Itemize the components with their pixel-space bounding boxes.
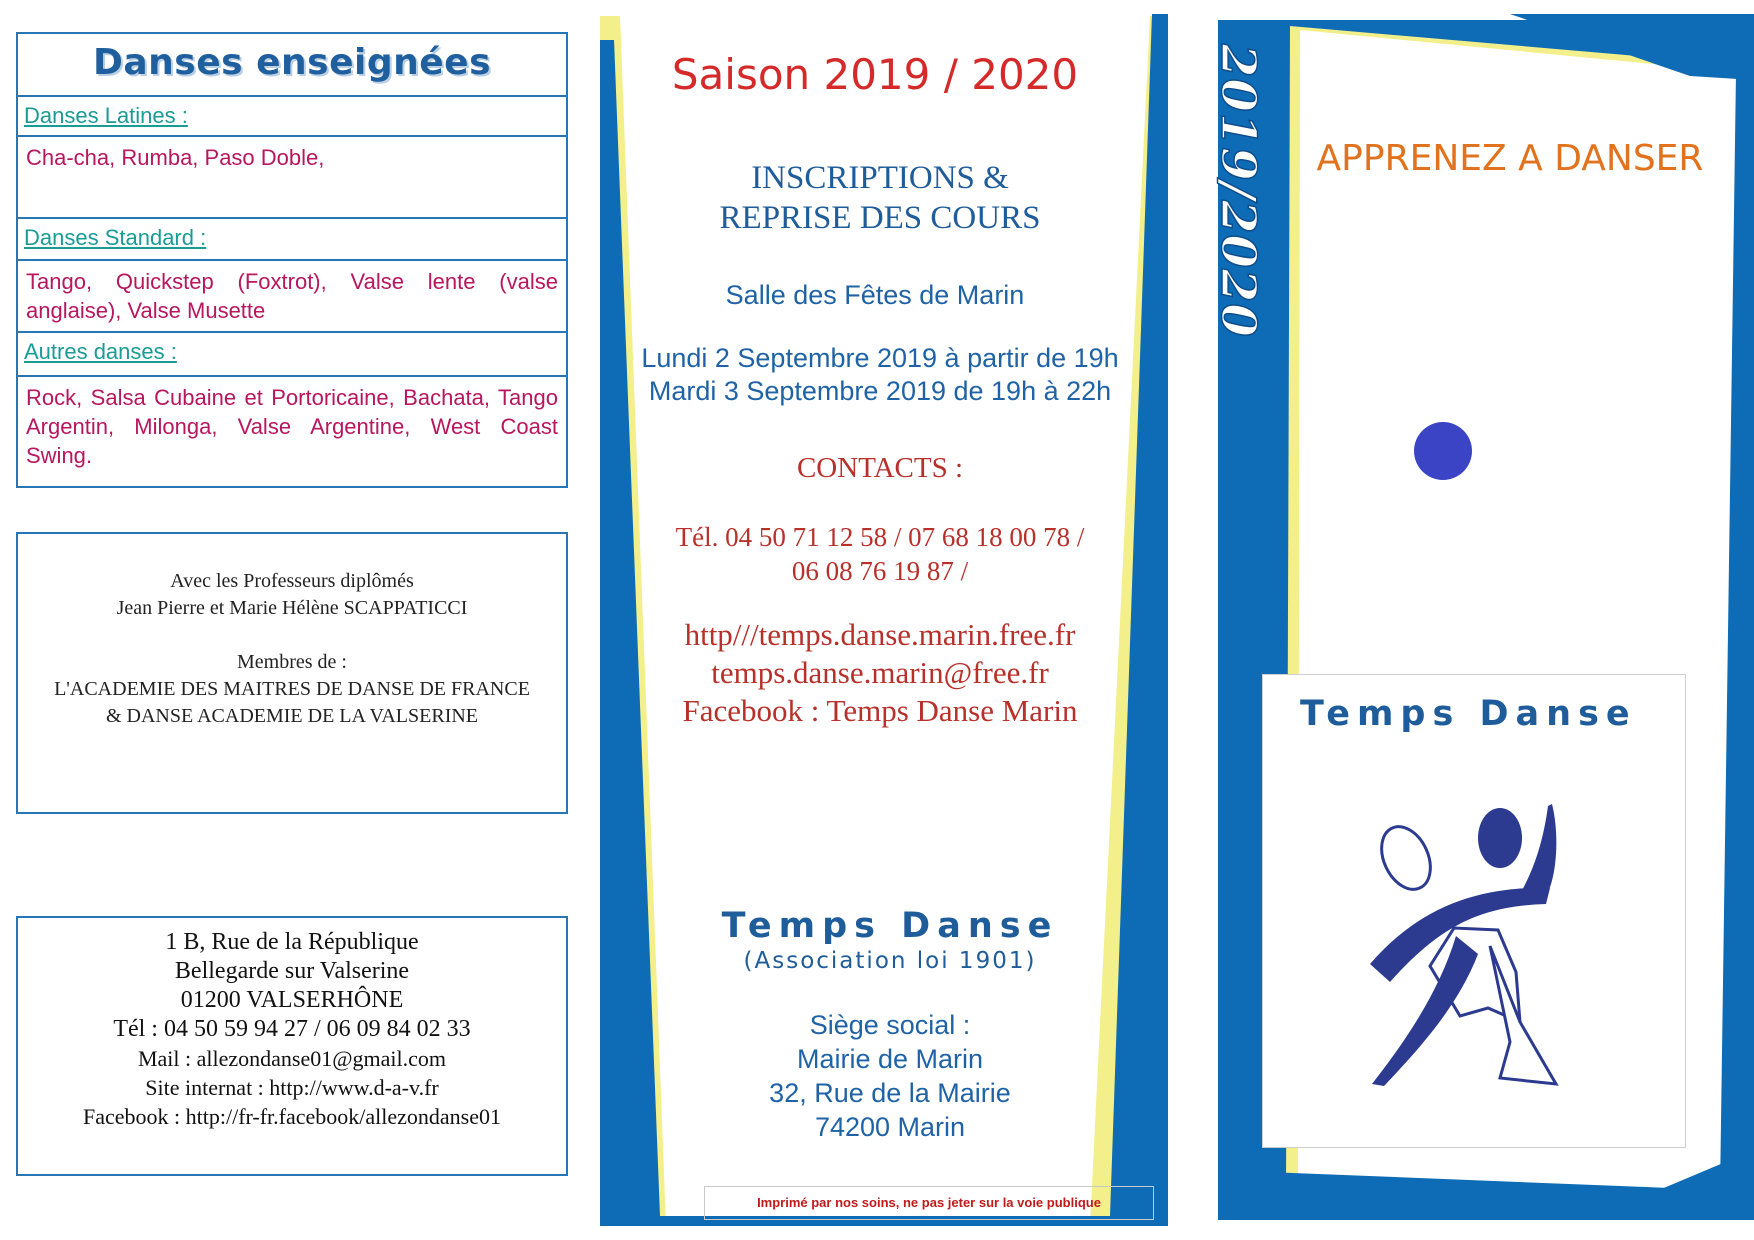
registration-dates xyxy=(600,342,1160,408)
latin-dance-list: Cha-cha, Rumba, Paso Doble, xyxy=(26,145,325,170)
latin-category-row xyxy=(18,97,566,137)
email-link[interactable]: temps.danse.marin@free.fr xyxy=(711,655,1049,690)
head-office-line-1: Mairie de Marin xyxy=(796,1044,984,1074)
cover-tagline: APPRENEZ A DANSER xyxy=(1316,138,1704,179)
address-mail: Mail : allezondanse01@gmail.com xyxy=(137,1046,446,1071)
address-site: Site internat : http://www.d-a-v.fr xyxy=(145,1075,439,1100)
contacts-heading: CONTACTS : xyxy=(796,452,964,484)
registration-heading xyxy=(620,158,1140,238)
association-name: Temps Danse xyxy=(721,906,1059,946)
vertical-year-label xyxy=(1200,44,1280,364)
date-tuesday: Mardi 3 Septembre 2019 de 19h à 22h xyxy=(648,376,1112,406)
registration-heading-line-2: REPRISE DES COURS xyxy=(719,200,1041,236)
standard-category-row xyxy=(18,219,566,261)
contact-phone-line-2: 06 08 76 19 87 / xyxy=(791,556,969,586)
partner-address-box xyxy=(16,916,568,1176)
contact-phones xyxy=(620,520,1140,588)
season-title: Saison 2019 / 2020 xyxy=(671,50,1079,99)
other-list-row xyxy=(18,377,566,476)
vertical-year-text: 2019/2020 xyxy=(1210,44,1266,338)
latin-list-row xyxy=(18,137,566,219)
dancer-head-solid xyxy=(1478,808,1522,868)
head-office-line-3: 74200 Marin xyxy=(814,1112,966,1142)
registration-heading-line-1: INSCRIPTIONS & xyxy=(751,160,1009,196)
facebook-link[interactable]: Facebook : Temps Danse Marin xyxy=(682,693,1078,728)
association-type: (Association loi 1901) xyxy=(743,948,1037,974)
website-link[interactable]: http///temps.danse.marin.free.fr xyxy=(684,617,1076,652)
professors-names: Jean Pierre et Marie Hélène SCAPPATICCI xyxy=(116,597,468,619)
professors-line-1: Avec les Professeurs diplômés xyxy=(170,570,414,592)
other-category-label: Autres danses : xyxy=(24,339,177,364)
other-category-row xyxy=(18,333,566,377)
dances-title-row xyxy=(18,34,566,97)
dancers-logo-icon xyxy=(1360,796,1580,1096)
professors-box xyxy=(16,532,568,814)
address-facebook: Facebook : http://fr-fr.facebook/allezondanse01 xyxy=(82,1104,502,1129)
date-monday: Lundi 2 Septembre 2019 à partir de 19h xyxy=(641,343,1119,373)
contact-phone-line-1: Tél. 04 50 71 12 58 / 07 68 18 00 78 / xyxy=(675,522,1085,552)
dancer-head-outline xyxy=(1372,819,1440,897)
address-postcode: 01200 VALSERHÔNE xyxy=(180,987,404,1013)
head-office-label: Siège social : xyxy=(809,1010,971,1040)
contact-online xyxy=(600,616,1160,730)
other-dance-list: Rock, Salsa Cubaine et Portoricaine, Bachata, Tango Argentin, Milonga, Valse Argentine, West Coast Swing. xyxy=(26,385,558,468)
standard-dance-list: Tango, Quickstep (Foxtrot), Valse lente (valse anglaise), Valse Musette xyxy=(26,269,558,323)
dances-title: Danses enseignées xyxy=(93,42,491,83)
head-office-line-2: 32, Rue de la Mairie xyxy=(769,1078,1011,1108)
members-label: Membres de : xyxy=(237,651,347,673)
logo-title: Temps Danse xyxy=(1300,694,1637,734)
dancer-raised-arm xyxy=(1520,804,1556,894)
address-phone: Tél : 04 50 59 94 27 / 06 09 84 02 33 xyxy=(113,1016,471,1042)
latin-category-label: Danses Latines : xyxy=(24,103,188,128)
venue-name: Salle des Fêtes de Marin xyxy=(725,280,1025,310)
academy-line-2: & DANSE ACADEMIE DE LA VALSERINE xyxy=(105,705,479,727)
standard-category-label: Danses Standard : xyxy=(24,225,207,250)
printed-notice: Imprimé par nos soins, ne pas jeter sur la voie publique xyxy=(704,1186,1154,1220)
head-office xyxy=(700,1008,1080,1144)
academy-line-1: L'ACADEMIE DES MAITRES DE DANSE DE FRANCE xyxy=(54,678,530,700)
dances-taught-box xyxy=(16,32,568,488)
standard-list-row xyxy=(18,261,566,333)
address-street: 1 B, Rue de la République xyxy=(165,929,419,955)
address-city: Bellegarde sur Valserine xyxy=(174,958,410,984)
blue-dot xyxy=(1414,422,1472,480)
